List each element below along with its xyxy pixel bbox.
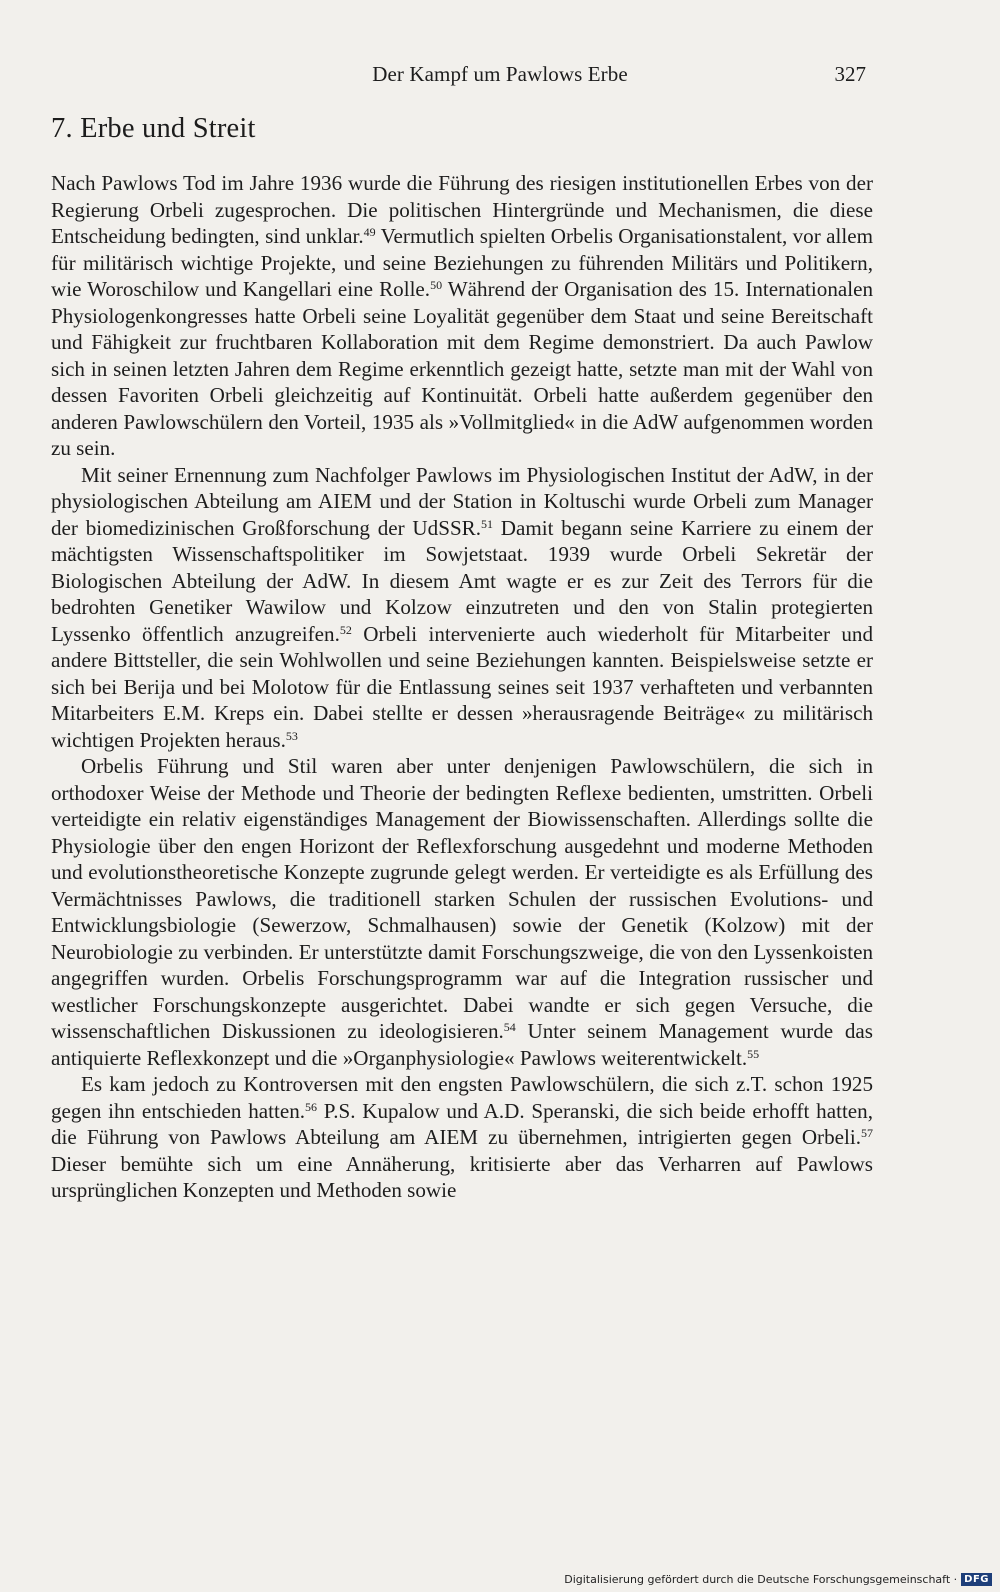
paragraph-text: Unter seinem Management wurde das antiquierte Reflexkonzept und die »Organphysiologie« Pawlows weiterentwickelt. (51, 1019, 873, 1070)
paragraph-text: Dieser bemühte sich um eine Annäherung, kritisierte aber das Verharren auf Pawlows ursprünglichen Konzepten und Methoden sowie (51, 1151, 873, 1202)
footnote-marker: 57 (861, 1126, 873, 1140)
footnote-marker: 49 (363, 225, 376, 239)
paragraph-text: Orbelis Führung und Stil waren aber unter denjenigen Pawlowschülern, die sich in orthodoxer Weise der Methode und Theorie der bedingten Reflexe bedienten, umstritten. Orbeli verteidigte ein relativ eigenständiges Management der Biowissenschaften. Allerdings sollte die Physiologie über den engen Horizont der Reflexforschung ausgedehnt und moderne Methoden und evolutionstheoretische Konzepte zugrunde gelegt werden. Er verteidigte es als Erfüllung des Vermächtnisses Pawlows, die traditionell starken Schulen der russischen Evolutions- und Entwicklungsbiologie (Sewerzow, Schmalhausen) sowie der Genetik (Kolzow) mit der Neurobiologie zu verbinden. Er unterstützte damit Forschungszweige, die von den Lyssenkoisten angegriffen wurden. Orbelis Forschungsprogramm war auf die Integration russischer und westlicher Forschungskonzepte ausgerichtet. Dabei wandte er sich gegen Versuche, die wissenschaftlichen Diskussionen zu ideologisieren. (51, 754, 873, 1043)
dfg-logo-icon: DFG (961, 1573, 992, 1586)
paragraph-text: Damit begann seine Karriere zu einem der mächtigsten Wissenschaftspolitiker im Sowjetstaat. 1939 wurde Orbeli Sekretär der Biologischen Abteilung der AdW. In diesem Amt wagte er es zur Zeit des Terrors für die bedrohten Genetiker Wawilow und Kolzow einzutreten und den von Stalin protegierten Lyssenko öffentlich anzugreifen. (51, 515, 873, 646)
body-text (51, 170, 873, 1204)
footnote-marker: 53 (285, 728, 298, 743)
paragraph-3 (51, 753, 873, 1071)
paragraph-text: Nach Pawlows Tod im Jahre 1936 wurde die Führung des riesigen institutionellen Erbes von der Regierung Orbeli zugesprochen. Die politischen Hintergründe und Mechanismen, die diese Entscheidung bedingten, sind unklar. (51, 171, 873, 248)
footnote-marker: 52 (339, 622, 352, 637)
paragraph-text: Vermutlich spielten Orbelis Organisationstalent, vor allem für militärisch wichtige Projekte, und seine Beziehungen zu führenden Militärs und Politikern, wie Woroschilow und Kangellari eine Rolle. (51, 224, 873, 301)
page-header (0, 62, 1000, 92)
footnote-marker: 51 (481, 516, 494, 531)
footnote-marker: 56 (305, 1099, 318, 1114)
paragraph-2 (51, 462, 873, 754)
digitization-footer (564, 1573, 992, 1586)
paragraph-1 (51, 170, 873, 462)
page-number: 327 (834, 62, 866, 86)
paragraph-text: Es kam jedoch zu Kontroversen mit den engsten Pawlowschülern, die sich z.T. schon 1925 gegen ihn entschieden hatten. (51, 1072, 873, 1123)
digitization-credit: Digitalisierung gefördert durch die Deutsche Forschungsgemeinschaft · (564, 1573, 958, 1586)
paragraph-4 (51, 1071, 873, 1204)
paragraph-text: P.S. Kupalow und A.D. Speranski, die sich beide erhofft hatten, die Führung von Pawlows Abteilung am AIEM zu übernehmen, intrigierten gegen Orbeli. (51, 1098, 873, 1149)
running-head: Der Kampf um Pawlows Erbe (372, 62, 628, 86)
section-heading: 7. Erbe und Streit (51, 113, 256, 144)
paragraph-text: Mit seiner Ernennung zum Nachfolger Pawlows im Physiologischen Institut der AdW, in der physiologischen Abteilung am AIEM und der Station in Koltuschi wurde Orbeli zum Manager der biomedizinischen Großforschung der UdSSR. (51, 462, 873, 540)
footnote-marker: 54 (503, 1020, 516, 1034)
footnote-marker: 55 (747, 1046, 760, 1061)
paragraph-text: Orbeli intervenierte auch wiederholt für Mitarbeiter und andere Bittsteller, die sein Wohlwollen und seine Beziehungen kannten. Beispielsweise setzte er sich bei Berija und bei Molotow für die Entlassung seines seit 1937 verhafteten und verbannten Mitarbeiters E.M. Kreps ein. Dabei stellte er dessen »herausragende Beiträge« zu militärisch wichtigen Projekten heraus. (51, 621, 874, 752)
paragraph-text: Während der Organisation des 15. Internationalen Physiologenkongresses hatte Orbeli seine Loyalität gegenüber dem Staat und seine Bereitschaft und Fähigkeit zur fruchtbaren Kollaboration mit dem Regime demonstriert. Da auch Pawlow sich in seinen letzten Jahren dem Regime erkenntlich gezeigt hatte, setzte man mit der Wahl von dessen Favoriten Orbeli gleichzeitig auf Kontinuität. Orbeli hatte außerdem gegenüber den anderen Pawlowschülern den Vorteil, 1935 als »Vollmitglied« in die AdW aufgenommen worden zu sein. (51, 277, 873, 460)
footnote-marker: 50 (430, 278, 443, 292)
